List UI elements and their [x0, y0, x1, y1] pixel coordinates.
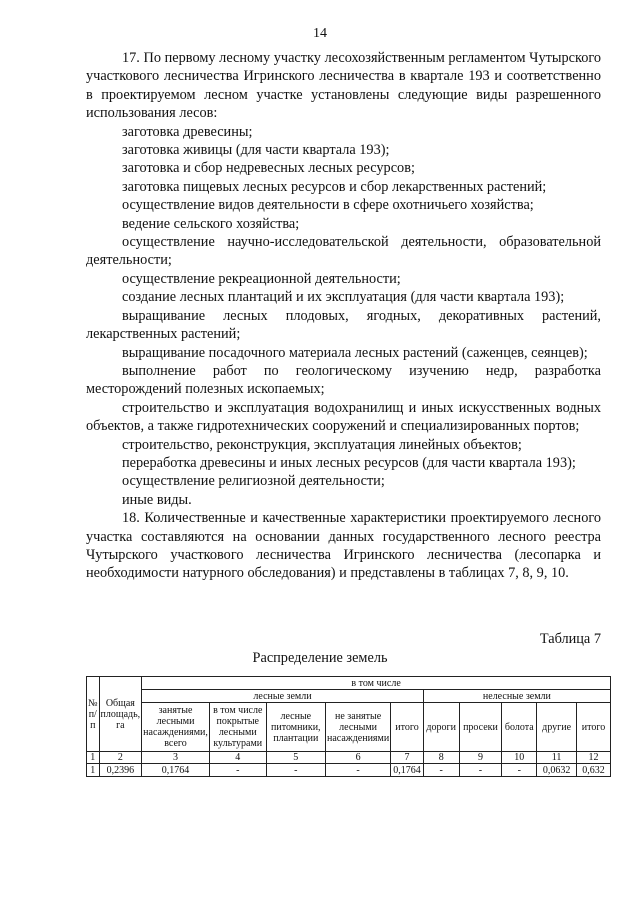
- table-cell: -: [266, 764, 325, 777]
- header-cell: занятые лесными насаждениями, всего: [142, 703, 210, 752]
- list-item: ведение сельского хозяйства;: [122, 215, 300, 232]
- column-number: 2: [99, 752, 142, 764]
- column-number: 11: [537, 752, 577, 764]
- list-item: строительство и эксплуатация водохранилищ и иных искусственных водных объектов, а также гидротехнических сооружений и специализированных портов;: [86, 399, 601, 435]
- paragraph-18: 18. Количественные и качественные характеристики проектируемого лесного участка составляются на основании данных государственного лесного реестра Чутырского участкового лесничества Игринского лесничества (лесопарка и необходимости натурного обследования) и представлены в таблицах 7, 8, 9, 10.: [86, 510, 601, 582]
- list-item: заготовка живицы (для части квартала 193);: [122, 142, 390, 159]
- table-row: [87, 764, 611, 777]
- header-cell: другие: [537, 703, 577, 752]
- header-cell: болота: [502, 703, 537, 752]
- list-item: осуществление рекреационной деятельности;: [122, 270, 401, 287]
- list-item: заготовка пищевых лесных ресурсов и сбор лекарственных растений;: [122, 178, 547, 195]
- column-number: 7: [391, 752, 424, 764]
- list-item: осуществление научно-исследовательской деятельности, образовательной деятельности;: [86, 234, 601, 269]
- table-cell: -: [423, 764, 459, 777]
- table-cell: -: [459, 764, 502, 777]
- header-nonforest-lands: нелесные земли: [423, 690, 610, 703]
- table-title: Распределение земель: [252, 650, 388, 666]
- table-cell: -: [502, 764, 537, 777]
- table-cell: 0,1764: [142, 764, 210, 777]
- column-number: 5: [266, 752, 325, 764]
- list-item: создание лесных плантаций и их эксплуатация (для части квартала 193);: [122, 289, 565, 306]
- header-cell: лесные питомники, плантации: [266, 703, 325, 752]
- table-cell: 0,632: [576, 764, 610, 777]
- list-item: выполнение работ по геологическому изучению недр, разработка месторождений полезных ископаемых;: [86, 362, 601, 398]
- column-number: 12: [576, 752, 610, 764]
- list-item: выращивание лесных плодовых, ягодных, декоративных растений, лекарственных растений;: [86, 307, 601, 343]
- paragraph-17-intro: 17. По первому лесному участку лесохозяйственным регламентом Чутырского участкового лесничества Игринского лесничества в квартале 193 и соответственно в проектируемом лесном участке установлены следующие виды разрешенного использования лесов:: [86, 50, 601, 122]
- column-number: 3: [142, 752, 210, 764]
- column-number: 4: [209, 752, 266, 764]
- header-cell: не занятые лесными насаждениями: [326, 703, 391, 752]
- table-cell: 1: [87, 764, 100, 777]
- column-number: 6: [326, 752, 391, 764]
- table-caption: Таблица 7: [539, 631, 601, 647]
- list-item: заготовка древесины;: [122, 123, 253, 140]
- header-cell: в том числе покрытые лесными культурами: [209, 703, 266, 752]
- header-cell: просеки: [459, 703, 502, 752]
- header-cell: дороги: [423, 703, 459, 752]
- list-item: иные виды.: [122, 491, 192, 508]
- land-distribution-table: [86, 676, 611, 777]
- column-number: 8: [423, 752, 459, 764]
- document-body: [86, 49, 601, 583]
- table-cell: 0,2396: [99, 764, 142, 777]
- header-including: в том числе: [142, 677, 611, 690]
- header-cell: итого: [391, 703, 424, 752]
- table-header-row: [87, 703, 611, 752]
- column-number: 1: [87, 752, 100, 764]
- header-total-area: Общая площадь, га: [99, 677, 142, 752]
- table-header-row: [87, 677, 611, 690]
- header-cell: итого: [576, 703, 610, 752]
- table-header-row: [87, 690, 611, 703]
- list-item: строительство, реконструкция, эксплуатация линейных объектов;: [122, 436, 522, 453]
- list-item: осуществление религиозной деятельности;: [122, 473, 385, 490]
- list-item: переработка древесины и иных лесных ресурсов (для части квартала 193);: [122, 454, 576, 471]
- header-no: № п/п: [87, 677, 100, 752]
- column-number: 10: [502, 752, 537, 764]
- page-number: 14: [313, 26, 327, 41]
- table-cell: -: [209, 764, 266, 777]
- column-number: 9: [459, 752, 502, 764]
- table-cell: -: [326, 764, 391, 777]
- table-cell: 0,0632: [537, 764, 577, 777]
- list-item: выращивание посадочного материала лесных растений (саженцев, сеянцев);: [122, 344, 588, 361]
- column-number-row: [87, 752, 611, 764]
- header-forest-lands: лесные земли: [142, 690, 424, 703]
- list-item: заготовка и сбор недревесных лесных ресурсов;: [122, 160, 415, 177]
- list-item: осуществление видов деятельности в сфере охотничьего хозяйства;: [122, 197, 534, 214]
- table-cell: 0,1764: [391, 764, 424, 777]
